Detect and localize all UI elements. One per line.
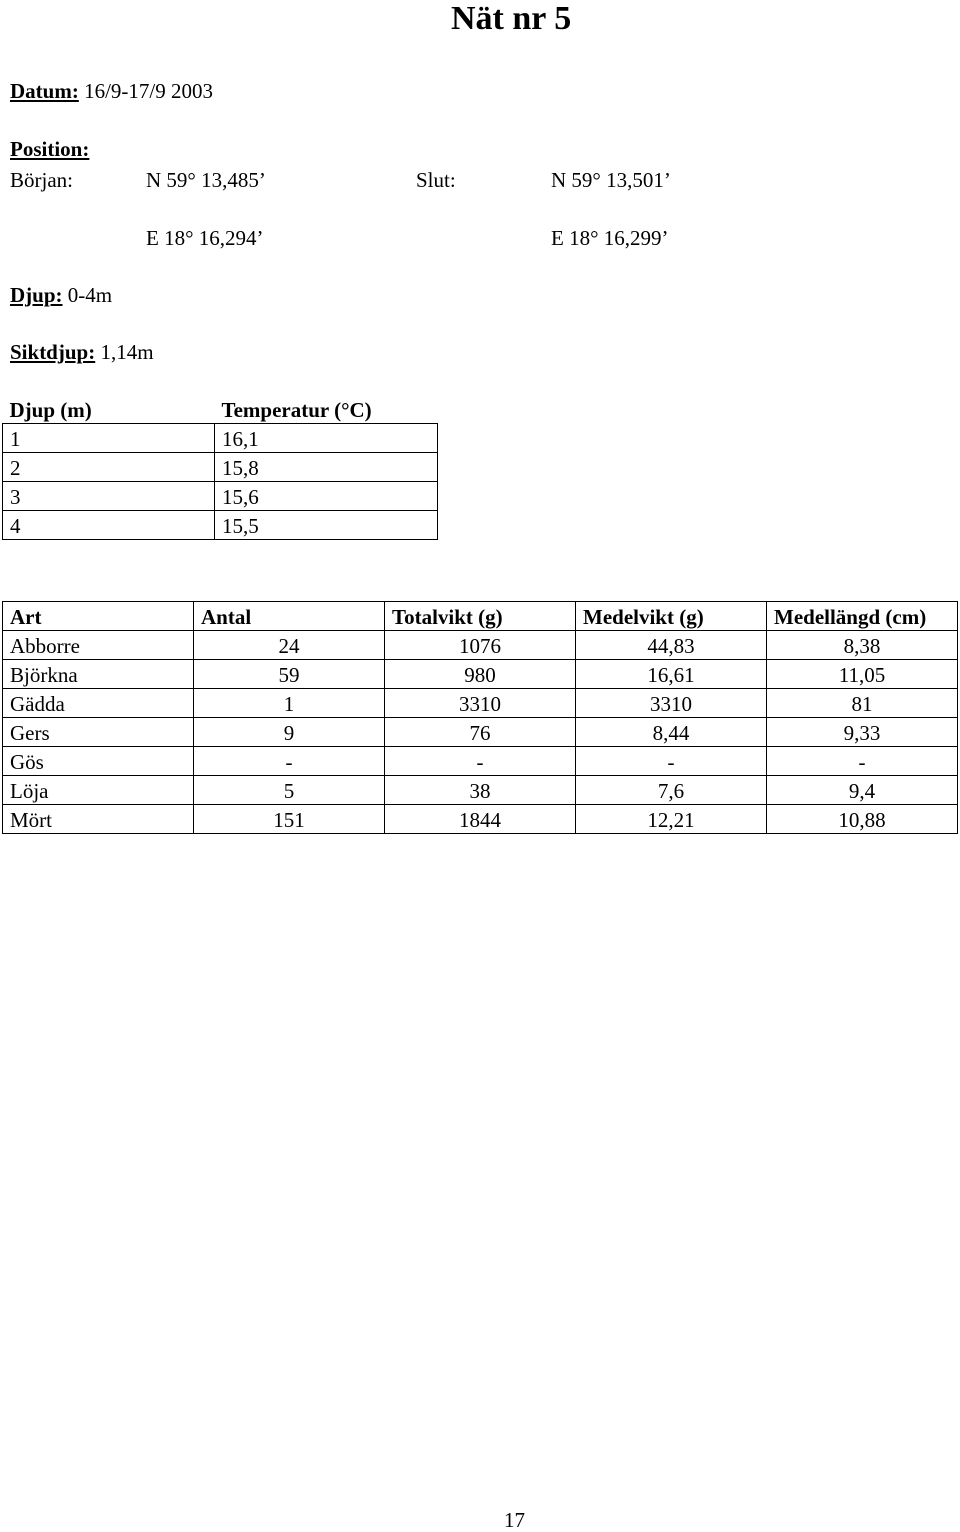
mean-length-cell: 8,38 [767,631,958,660]
species-cell: Mört [3,805,194,834]
depth-cell: 1 [3,424,215,453]
page-number: 17 [504,1508,525,1532]
datum-line [10,79,213,103]
siktdjup-value: 1,14m [100,340,154,364]
total-weight-cell: 76 [385,718,576,747]
total-weight-cell: 1076 [385,631,576,660]
header-medelvikt: Medelvikt (g) [576,602,767,631]
count-cell: 59 [194,660,385,689]
table-row [3,689,958,718]
end-east: E 18° 16,299’ [551,226,669,250]
table-row [3,805,958,834]
mean-length-cell: 81 [767,689,958,718]
total-weight-cell: - [385,747,576,776]
start-north: N 59° 13,485’ [146,168,266,192]
table-row [3,511,438,540]
header-antal: Antal [194,602,385,631]
mean-weight-cell: 16,61 [576,660,767,689]
table-row [3,453,438,482]
total-weight-cell: 1844 [385,805,576,834]
table-row [3,718,958,747]
total-weight-cell: 980 [385,660,576,689]
siktdjup-line [10,340,154,364]
djup-label: Djup: [10,283,63,307]
species-cell: Löja [3,776,194,805]
temp-cell: 16,1 [215,424,438,453]
count-cell: - [194,747,385,776]
depth-cell: 3 [3,482,215,511]
count-cell: 24 [194,631,385,660]
species-cell: Gädda [3,689,194,718]
start-label: Början: [10,168,73,192]
species-cell: Björkna [3,660,194,689]
total-weight-cell: 3310 [385,689,576,718]
end-north: N 59° 13,501’ [551,168,671,192]
count-cell: 5 [194,776,385,805]
temp-cell: 15,6 [215,482,438,511]
end-label: Slut: [416,168,456,192]
count-cell: 9 [194,718,385,747]
catch-table [2,601,958,834]
page-title: Nät nr 5 [451,0,572,37]
table-row [3,482,438,511]
temp-cell: 15,8 [215,453,438,482]
table-row [3,660,958,689]
mean-length-cell: 9,33 [767,718,958,747]
header-art: Art [3,602,194,631]
mean-length-cell: 9,4 [767,776,958,805]
datum-value: 16/9-17/9 2003 [84,79,213,103]
temperature-header-temp: Temperatur (°C) [215,395,438,424]
total-weight-cell: 38 [385,776,576,805]
depth-cell: 4 [3,511,215,540]
mean-length-cell: - [767,747,958,776]
siktdjup-label: Siktdjup: [10,340,96,364]
header-totalvikt: Totalvikt (g) [385,602,576,631]
djup-line [10,283,112,307]
temp-cell: 15,5 [215,511,438,540]
mean-weight-cell: 3310 [576,689,767,718]
temperature-header-row [3,395,438,424]
header-medellangd: Medellängd (cm) [767,602,958,631]
count-cell: 151 [194,805,385,834]
mean-weight-cell: 12,21 [576,805,767,834]
mean-weight-cell: - [576,747,767,776]
position-label: Position: [10,137,90,161]
species-cell: Gers [3,718,194,747]
temperature-table [2,395,438,540]
mean-weight-cell: 8,44 [576,718,767,747]
species-cell: Gös [3,747,194,776]
count-cell: 1 [194,689,385,718]
mean-length-cell: 11,05 [767,660,958,689]
table-row [3,631,958,660]
start-east: E 18° 16,294’ [146,226,264,250]
mean-length-cell: 10,88 [767,805,958,834]
temperature-header-depth: Djup (m) [3,395,215,424]
table-row [3,424,438,453]
table-row [3,747,958,776]
mean-weight-cell: 44,83 [576,631,767,660]
depth-cell: 2 [3,453,215,482]
mean-weight-cell: 7,6 [576,776,767,805]
djup-value: 0-4m [67,283,113,307]
species-cell: Abborre [3,631,194,660]
table-row [3,776,958,805]
catch-header-row [3,602,958,631]
datum-label: Datum: [10,79,79,103]
